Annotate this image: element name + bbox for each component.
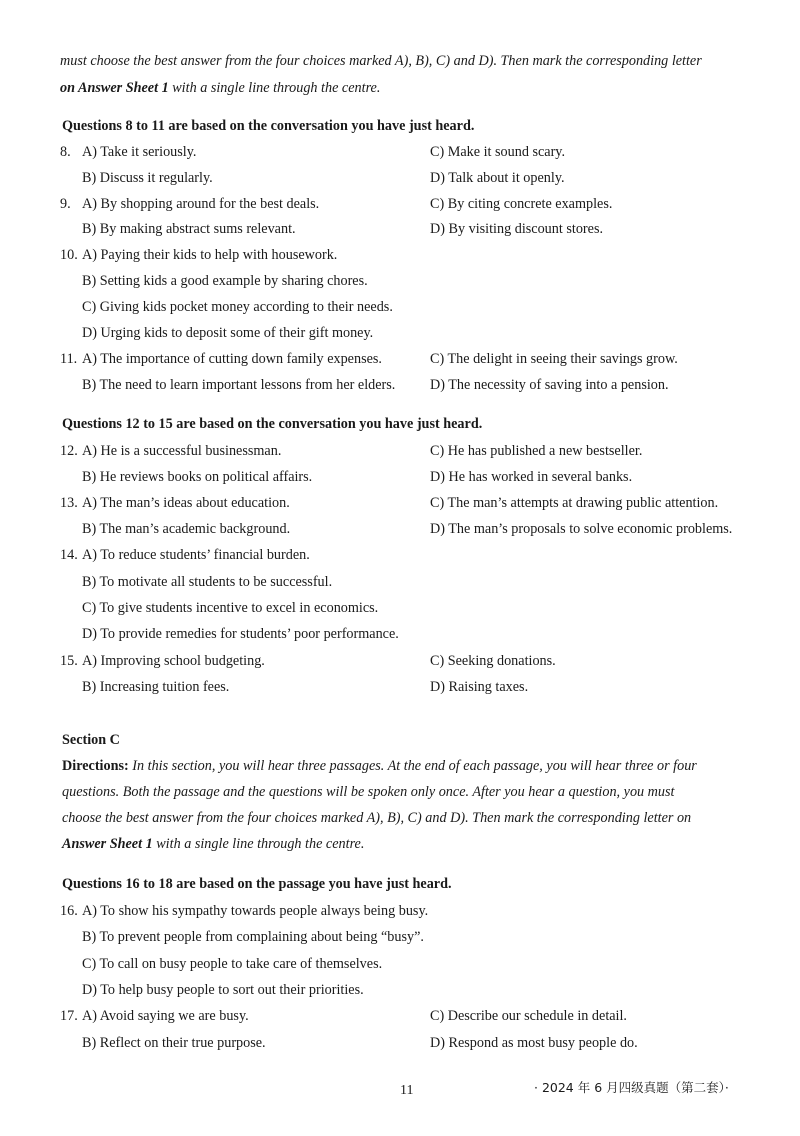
intro-line-1: must choose the best answer from the four choices marked A), B), C) and D). Then mark the corresponding letter xyxy=(60,53,702,69)
option-c: C) The delight in seeing their savings grow. xyxy=(430,351,678,367)
page-number: 11 xyxy=(400,1083,414,1098)
question-number: 17. xyxy=(60,1008,78,1024)
option-b: B) He reviews books on political affairs. xyxy=(82,469,313,485)
option-b: B) To motivate all students to be successful. xyxy=(82,574,333,590)
option-a: A) Take it seriously. xyxy=(82,144,197,160)
group-header-8-11: Questions 8 to 11 are based on the conversation you have just heard. xyxy=(62,118,475,134)
option-a: A) To reduce students’ financial burden. xyxy=(82,547,310,563)
option-d: D) To help busy people to sort out their priorities. xyxy=(82,982,364,998)
option-a: A) By shopping around for the best deals. xyxy=(82,196,320,212)
directions-text-3: choose the best answer from the four choices marked A), B), C) and D). Then mark the corresponding letter on xyxy=(62,810,692,826)
option-c: C) To call on busy people to take care of themselves. xyxy=(82,956,383,972)
intro-line-2 xyxy=(60,80,380,97)
option-b: B) Setting kids a good example by sharing chores. xyxy=(82,273,368,289)
directions-line-1 xyxy=(62,758,697,775)
option-a: A) To show his sympathy towards people always being busy. xyxy=(82,903,429,919)
option-b: B) Increasing tuition fees. xyxy=(82,679,230,695)
option-b: B) By making abstract sums relevant. xyxy=(82,221,296,237)
directions-text-1: In this section, you will hear three passages. At the end of each passage, you will hear three or four xyxy=(128,758,697,774)
option-c: C) To give students incentive to excel in economics. xyxy=(82,600,379,616)
directions-label: Directions: xyxy=(62,758,129,774)
option-a: A) Improving school budgeting. xyxy=(82,653,265,669)
option-d: D) The man’s proposals to solve economic problems. xyxy=(430,521,733,537)
group-header-16-18: Questions 16 to 18 are based on the passage you have just heard. xyxy=(62,876,452,892)
option-b: B) Reflect on their true purpose. xyxy=(82,1035,266,1051)
option-a: A) The importance of cutting down family expenses. xyxy=(82,351,382,367)
option-d: D) To provide remedies for students’ poor performance. xyxy=(82,626,399,642)
option-c: C) Make it sound scary. xyxy=(430,144,566,160)
question-number: 9. xyxy=(60,196,71,212)
option-c: C) The man’s attempts at drawing public attention. xyxy=(430,495,719,511)
option-a: A) Paying their kids to help with housework. xyxy=(82,247,338,263)
question-number: 10. xyxy=(60,247,78,263)
option-d: D) He has worked in several banks. xyxy=(430,469,633,485)
option-d: D) Talk about it openly. xyxy=(430,170,565,186)
answer-sheet-ref: Answer Sheet 1 xyxy=(62,836,153,852)
option-d: D) Raising taxes. xyxy=(430,679,529,695)
option-a: A) Avoid saying we are busy. xyxy=(82,1008,249,1024)
directions-text-4: with a single line through the centre. xyxy=(152,836,365,852)
directions-line-3 xyxy=(62,810,691,827)
question-number: 8. xyxy=(60,144,71,160)
option-d: D) By visiting discount stores. xyxy=(430,221,604,237)
option-d: D) The necessity of saving into a pension. xyxy=(430,377,669,393)
option-b: B) Discuss it regularly. xyxy=(82,170,213,186)
question-number: 12. xyxy=(60,443,78,459)
option-b: B) To prevent people from complaining about being “busy”. xyxy=(82,929,424,945)
directions-text-2: questions. Both the passage and the questions will be spoken only once. After you hear a question, you must xyxy=(62,784,675,800)
option-a: A) The man’s ideas about education. xyxy=(82,495,290,511)
option-d: D) Urging kids to deposit some of their gift money. xyxy=(82,325,374,341)
option-c: C) He has published a new bestseller. xyxy=(430,443,643,459)
question-number: 16. xyxy=(60,903,78,919)
answer-sheet-ref: on Answer Sheet 1 xyxy=(60,80,169,96)
option-b: B) The man’s academic background. xyxy=(82,521,291,537)
option-b: B) The need to learn important lessons from her elders. xyxy=(82,377,396,393)
footer-note: · 2024 年 6 月四级真题（第二套）· xyxy=(534,1080,729,1095)
intro-line-2-rest: with a single line through the centre. xyxy=(168,80,381,96)
option-c: C) Giving kids pocket money according to their needs. xyxy=(82,299,393,315)
directions-line-2 xyxy=(62,784,674,801)
option-d: D) Respond as most busy people do. xyxy=(430,1035,638,1051)
section-c-title: Section C xyxy=(62,732,120,748)
directions-line-4 xyxy=(62,836,364,853)
option-a: A) He is a successful businessman. xyxy=(82,443,282,459)
option-c: C) Describe our schedule in detail. xyxy=(430,1008,627,1024)
question-number: 13. xyxy=(60,495,78,511)
option-c: C) Seeking donations. xyxy=(430,653,556,669)
question-number: 14. xyxy=(60,547,78,563)
question-number: 11. xyxy=(60,351,78,367)
question-number: 15. xyxy=(60,653,78,669)
group-header-12-15: Questions 12 to 15 are based on the conversation you have just heard. xyxy=(62,416,483,432)
option-c: C) By citing concrete examples. xyxy=(430,196,613,212)
